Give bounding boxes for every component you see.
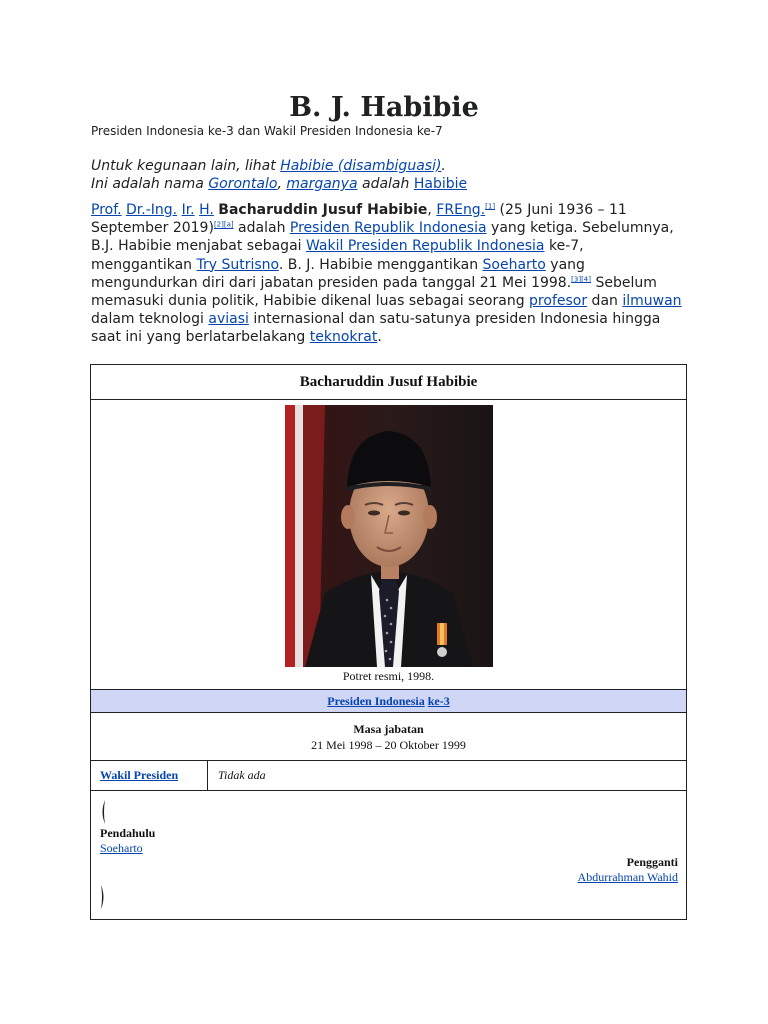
teknokrat-link[interactable]: teknokrat: [309, 329, 378, 346]
successor-label: Pengganti: [626, 855, 678, 869]
marganya-link[interactable]: marganya: [286, 176, 358, 192]
lead-text: yang ketiga. Sebelumnya, B.J. Habibie menjabat sebagai: [91, 220, 674, 255]
wakil-presiden-link[interactable]: Wakil Presiden Republik Indonesia: [305, 238, 545, 255]
successor-link[interactable]: Abdurrahman Wahid: [577, 870, 678, 884]
vice-president-row: [91, 761, 686, 791]
lead-text: internasional dan satu-satunya presiden Indonesia hingga saat ini yang berlatarbelakang: [91, 311, 661, 346]
vice-president-label-cell: [91, 761, 208, 790]
wakil-presiden-infobox-link[interactable]: Wakil Presiden: [100, 768, 179, 782]
portrait-image[interactable]: [285, 405, 493, 667]
successor-cell: [578, 870, 678, 885]
chevron-right-icon[interactable]: [99, 884, 107, 914]
infobox-image-row: [91, 400, 686, 690]
lead-text: dalam teknologi: [91, 311, 209, 328]
vice-president-value: Tidak ada: [218, 768, 266, 782]
presiden-republik-indonesia-link[interactable]: Presiden Republik Indonesia: [289, 220, 487, 237]
portrait-caption: Potret resmi, 1998.: [342, 669, 435, 683]
hatnote-text: Ini adalah nama: [91, 176, 209, 192]
hatnote: [91, 157, 691, 193]
try-sutrisno-link[interactable]: Try Sutrisno: [196, 256, 279, 273]
gorontalo-link[interactable]: Gorontalo: [208, 176, 278, 192]
ilmuwan-link[interactable]: ilmuwan: [622, 293, 682, 310]
infobox: [90, 364, 687, 920]
lead-text: ,: [427, 202, 437, 218]
dr-ing-link[interactable]: Dr.-Ing.: [126, 202, 178, 218]
article-title: B. J. Habibie: [289, 92, 479, 123]
hatnote-text: ,: [277, 176, 287, 192]
prof-link[interactable]: Prof.: [91, 202, 122, 218]
hatnote-line-1: [91, 157, 691, 175]
profesor-link[interactable]: profesor: [529, 293, 588, 310]
habibie-link[interactable]: Habibie: [413, 176, 468, 192]
presiden-indonesia-link[interactable]: Presiden Indonesia: [327, 694, 425, 708]
subject-name: Bacharuddin Jusuf Habibie: [218, 202, 428, 218]
predecessor-label: Pendahulu: [100, 826, 156, 840]
aviasi-link[interactable]: aviasi: [208, 311, 249, 328]
h-link[interactable]: H.: [199, 202, 214, 218]
term-dates: 21 Mei 1998 – 20 Oktober 1999: [311, 738, 466, 752]
hatnote-text: Untuk kegunaan lain, lihat: [91, 158, 281, 174]
predecessor-link[interactable]: Soeharto: [100, 841, 143, 855]
term-row: [91, 713, 686, 761]
freng-link[interactable]: FREng.: [436, 202, 486, 218]
lead-text: . B. J. Habibie menggantikan: [278, 256, 483, 273]
hatnote-text: adalah: [357, 176, 414, 192]
ordinal-link[interactable]: ke-3: [427, 694, 450, 708]
lead-text: adalah: [233, 220, 290, 237]
succession-row: [91, 791, 686, 919]
lead-text: .: [377, 329, 382, 346]
soeharto-link[interactable]: Soeharto: [482, 256, 546, 273]
predecessor-cell: [100, 841, 143, 856]
term-label: Masa jabatan: [353, 722, 424, 736]
reference-2-link[interactable]: [2][a]: [213, 220, 234, 229]
infobox-title: Bacharuddin Jusuf Habibie: [91, 365, 686, 400]
chevron-left-icon[interactable]: [99, 799, 107, 829]
hatnote-line-2: [91, 175, 691, 193]
article-subtitle: Presiden Indonesia ke-3 dan Wakil Presiden Indonesia ke-7: [91, 124, 443, 138]
lead-text: yang mengundurkan diri dari jabatan presiden pada tanggal 21 Mei 1998.: [91, 256, 585, 291]
lead-text: Sebelum memasuki dunia politik, Habibie dikenal luas sebagai seorang: [91, 274, 657, 310]
lead-paragraph: [91, 201, 687, 347]
reference-1-link[interactable]: [1]: [485, 202, 496, 211]
disambiguation-link[interactable]: Habibie (disambiguasi): [280, 158, 442, 174]
office-header: [91, 690, 686, 713]
reference-3-link[interactable]: [3][4]: [571, 275, 591, 284]
lead-text: (25 Juni 1936 – 11 September 2019): [91, 202, 627, 237]
lead-text: dan: [587, 293, 623, 310]
hatnote-text: .: [441, 158, 446, 174]
ir-link[interactable]: Ir.: [181, 202, 195, 218]
lead-text: ke-7, menggantikan: [91, 238, 584, 273]
